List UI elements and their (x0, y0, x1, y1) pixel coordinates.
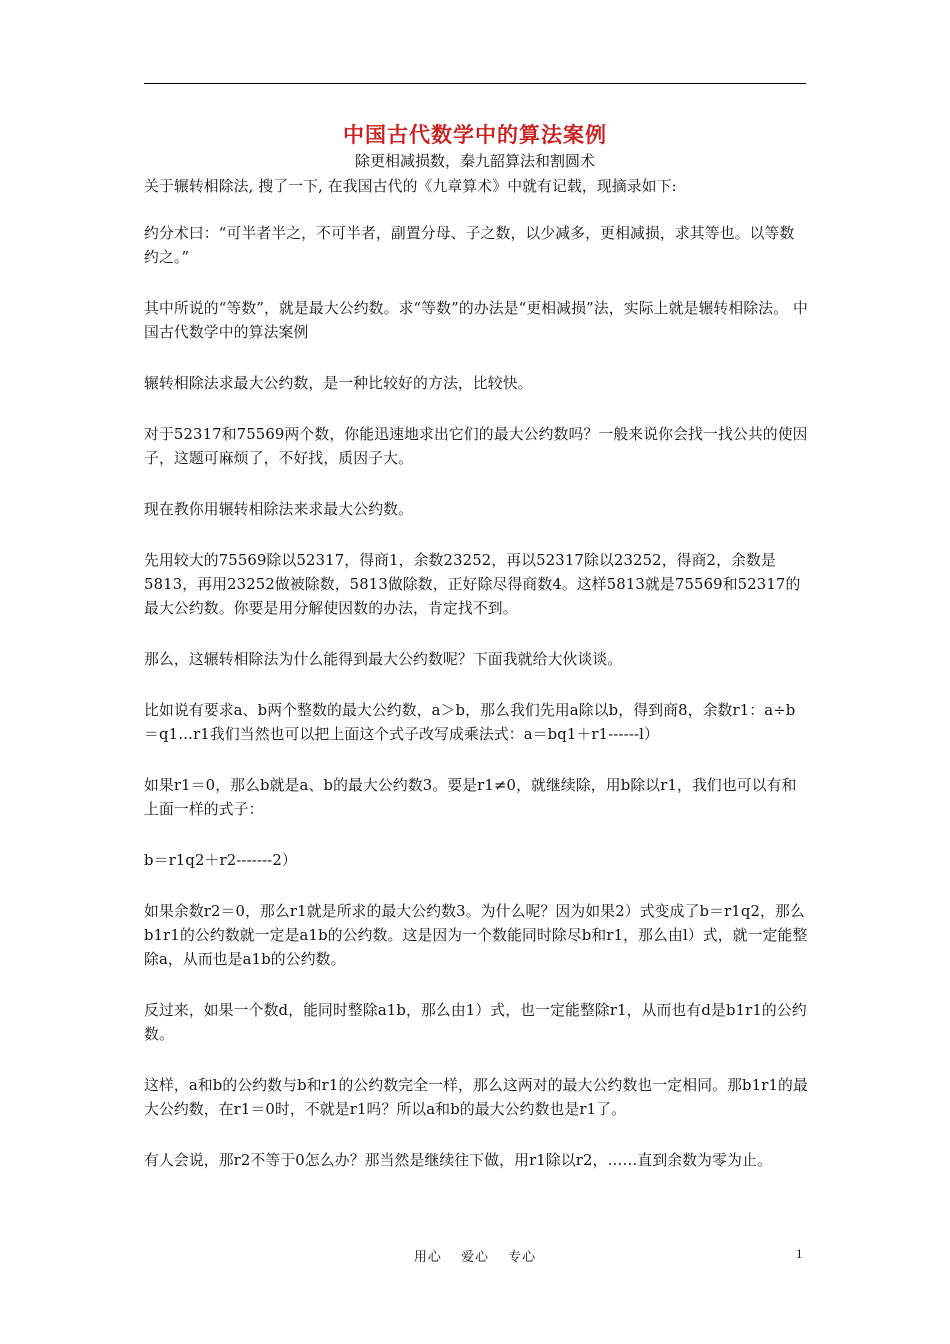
document-subtitle: 除更相减损数，秦九韶算法和割圆术 (354, 152, 595, 170)
paragraph: 现在教你用辗转相除法来求最大公约数。 (144, 501, 414, 518)
paragraph: 其中所说的“等数”，就是最大公约数。求“等数”的办法是“更相减损”法，实际上就是辗转相除法。 中国古代数学中的算法案例 (144, 300, 808, 341)
paragraph: 关于辗转相除法, 搜了一下, 在我国古代的《九章算术》中就有记载，现摘录如下: (144, 178, 677, 195)
footer-motto: 用心 爱心 专心 (413, 1250, 537, 1265)
paragraph: 辗转相除法求最大公约数，是一种比较好的方法，比较快。 (144, 375, 533, 392)
paragraph: 如果余数r2＝0，那么r1就是所求的最大公约数3。为什么呢？因为如果2）式变成了b＝r1q2，那么b1r1的公约数就一定是a1b的公约数。这是因为一个数能同时除尽b和r1，那么由l）式，就一定能整除a，从而也是a1b的公约数。 (144, 903, 808, 968)
page-number: 1 (796, 1246, 803, 1261)
paragraph: 如果r1＝0，那么b就是a、b的最大公约数3。要是r1≠0，就继续除，用b除以r1，我们也可以有和上面一样的式子： (144, 777, 797, 818)
paragraph: 对于52317和75569两个数，你能迅速地求出它们的最大公约数吗？一般来说你会找一找公共的使因子，这题可麻烦了，不好找，质因子大。 (144, 426, 808, 467)
paragraph: 比如说有要求a、b两个整数的最大公约数，a＞b，那么我们先用a除以b，得到商8，余数r1：a÷b＝q1…r1我们当然也可以把上面这个式子改写成乘法式：a＝bq1＋r1------l） (144, 702, 796, 743)
document-title: 中国古代数学中的算法案例 (343, 122, 607, 147)
page-footer (0, 1246, 950, 1270)
paragraph: 反过来，如果一个数d，能同时整除a1b，那么由1）式，也一定能整除r1，从而也有d是b1r1的公约数。 (144, 1002, 807, 1043)
paragraph: 先用较大的75569除以52317，得商1，余数23252，再以52317除以23252，得商2，余数是5813，再用23252做被除数，5813做除数，正好除尽得商数4。这样5813就是75569和52317的最大公约数。你要是用分解使因数的办法，肯定找不到。 (144, 552, 801, 617)
paragraph: 有人会说，那r2不等于0怎么办？那当然是继续往下做，用r1除以r2，……直到余数为零为止。 (144, 1152, 772, 1169)
paragraph: 约分术曰：“可半者半之，不可半者，副置分母、子之数，以少减多，更相减损，求其等也。以等数约之。” (144, 225, 795, 266)
document-body (144, 175, 809, 1200)
header-rule (144, 83, 806, 84)
paragraph: 那么，这辗转相除法为什么能得到最大公约数呢？下面我就给大伙谈谈。 (144, 651, 623, 668)
formula-line: b＝r1q2＋r2-------2） (144, 852, 297, 869)
paragraph: 这样，a和b的公约数与b和r1的公约数完全一样，那么这两对的最大公约数也一定相同。那b1r1的最大公约数，在r1＝0时，不就是r1吗？所以a和b的最大公约数也是r1了。 (144, 1077, 808, 1118)
